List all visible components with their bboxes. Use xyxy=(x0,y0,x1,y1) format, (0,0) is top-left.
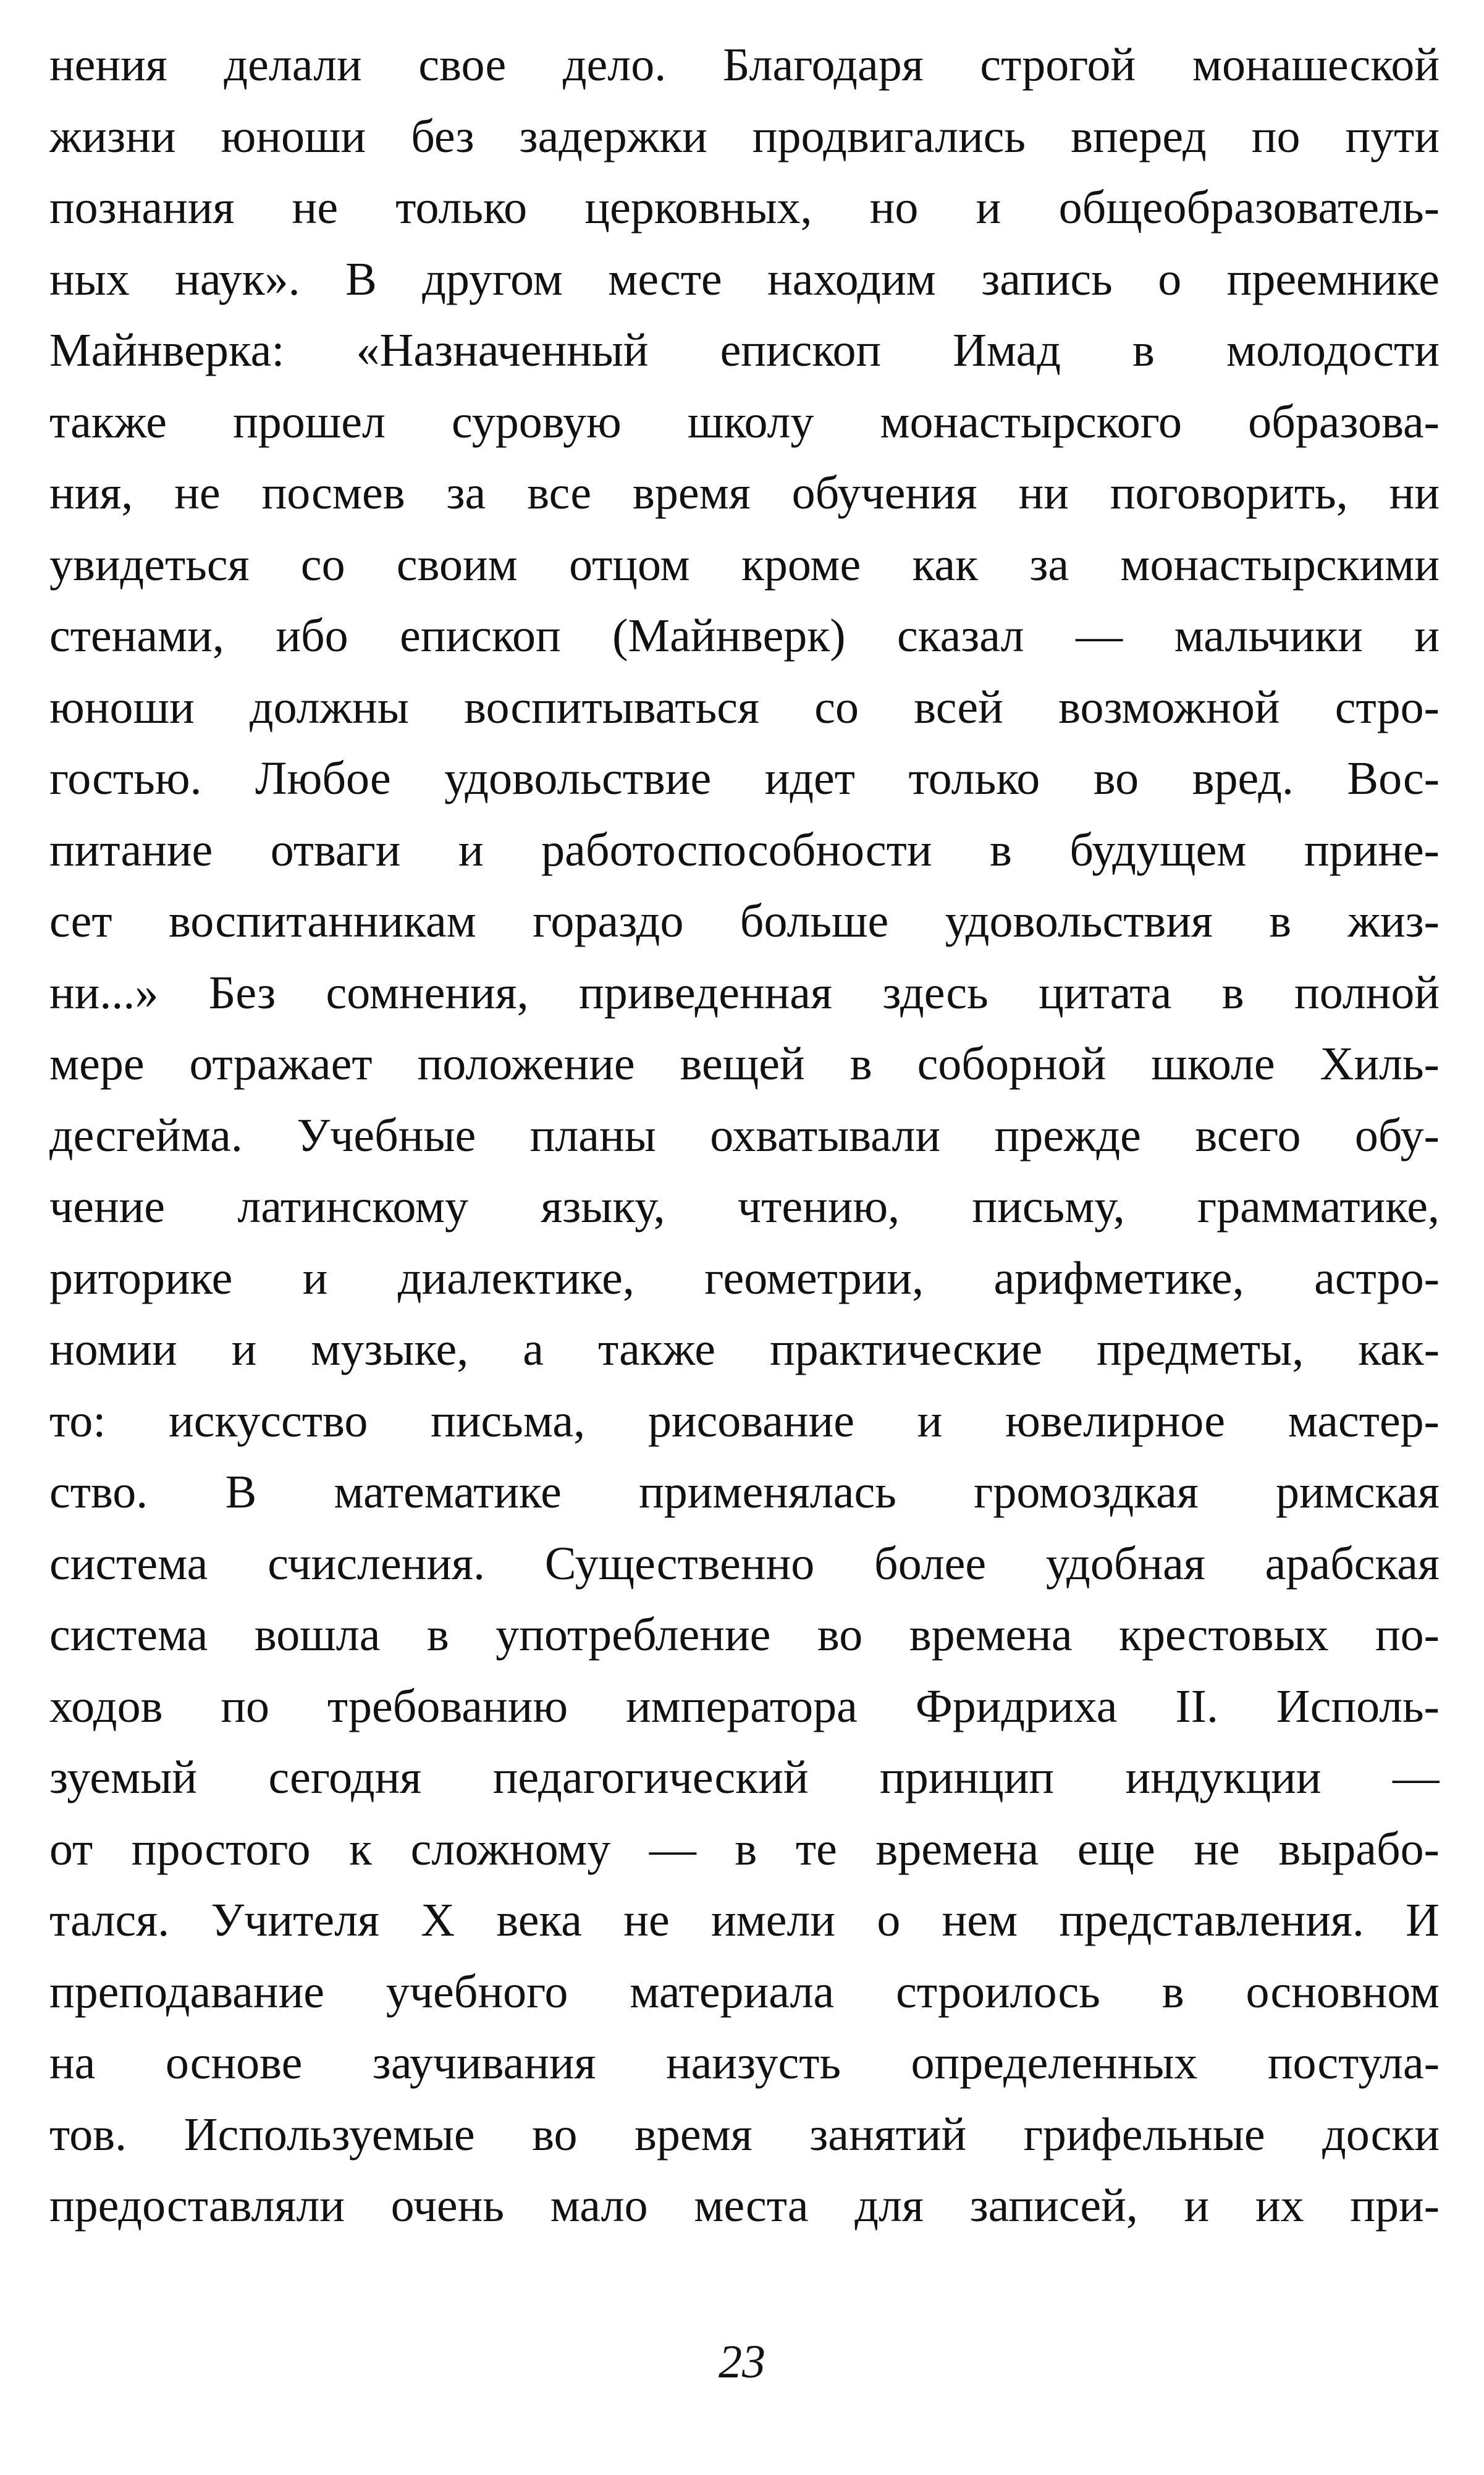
text-line: предоставляли очень мало места для записей, и их при- xyxy=(49,2180,1440,2232)
text-line: мере отражает положение вещей в соборной школе Хиль- xyxy=(49,1038,1440,1090)
text-line: ходов по требованию императора Фридриха II. Исполь- xyxy=(49,1680,1440,1732)
text-line: от простого к сложному — в те времена еще не вырабо- xyxy=(49,1823,1440,1875)
text-line: ство. В математике применялась громоздкая римская xyxy=(49,1466,1440,1518)
text-line: преподавание учебного материала строилось в основном xyxy=(49,1965,1440,2018)
text-line: ни...» Без сомнения, приведенная здесь цитата в полной xyxy=(49,966,1440,1019)
text-line: жизни юноши без задержки продвигались вперед по пути xyxy=(49,110,1440,162)
text-line: система счисления. Существенно более удобная арабская xyxy=(49,1537,1440,1590)
text-line: чение латинскому языку, чтению, письму, грамматике, xyxy=(49,1181,1440,1233)
text-line: гостью. Любое удовольствие идет только во вред. Вос- xyxy=(49,753,1440,804)
text-line: также прошел суровую школу монастырского образова- xyxy=(49,395,1440,448)
body-text xyxy=(49,30,1440,2242)
text-line: ных наук». В другом месте находим запись о преемнике xyxy=(49,253,1440,305)
text-line: Майнверка: «Назначенный епископ Имад в молодости xyxy=(49,324,1440,376)
text-line: то: искусство письма, рисование и ювелирное мастер- xyxy=(49,1394,1440,1447)
text-line: юноши должны воспитываться со всей возможной стро- xyxy=(49,681,1440,733)
text-line: стенами, ибо епископ (Майнверк) сказал — мальчики и xyxy=(49,610,1440,662)
text-line: увидеться со своим отцом кроме как за монастырскими xyxy=(49,538,1440,591)
text-line: сет воспитанникам гораздо больше удовольствия в жиз- xyxy=(49,895,1440,947)
text-line: на основе заучивания наизусть определенных постула- xyxy=(49,2037,1440,2089)
text-line: нения делали свое дело. Благодаря строгой монашеской xyxy=(49,39,1440,91)
text-line: тался. Учителя X века не имели о нем представления. И xyxy=(49,1894,1440,1946)
text-line: номии и музыке, а также практические предметы, как- xyxy=(49,1323,1440,1375)
page-number: 23 xyxy=(719,2336,765,2388)
text-line: десгейма. Учебные планы охватывали прежде всего обу- xyxy=(49,1109,1440,1162)
text-line: риторике и диалектике, геометрии, арифметике, астро- xyxy=(49,1252,1440,1304)
text-line: питание отваги и работоспособности в будущем прине- xyxy=(49,824,1440,876)
text-line: система вошла в употребление во времена крестовых по- xyxy=(49,1609,1440,1661)
text-line: познания не только церковных, но и общеобразователь- xyxy=(49,182,1440,234)
text-line: ния, не посмев за все время обучения ни поговорить, ни xyxy=(49,467,1440,519)
text-line: зуемый сегодня педагогический принцип индукции — xyxy=(49,1752,1440,1803)
text-line: тов. Используемые во время занятий грифельные доски xyxy=(49,2108,1440,2161)
